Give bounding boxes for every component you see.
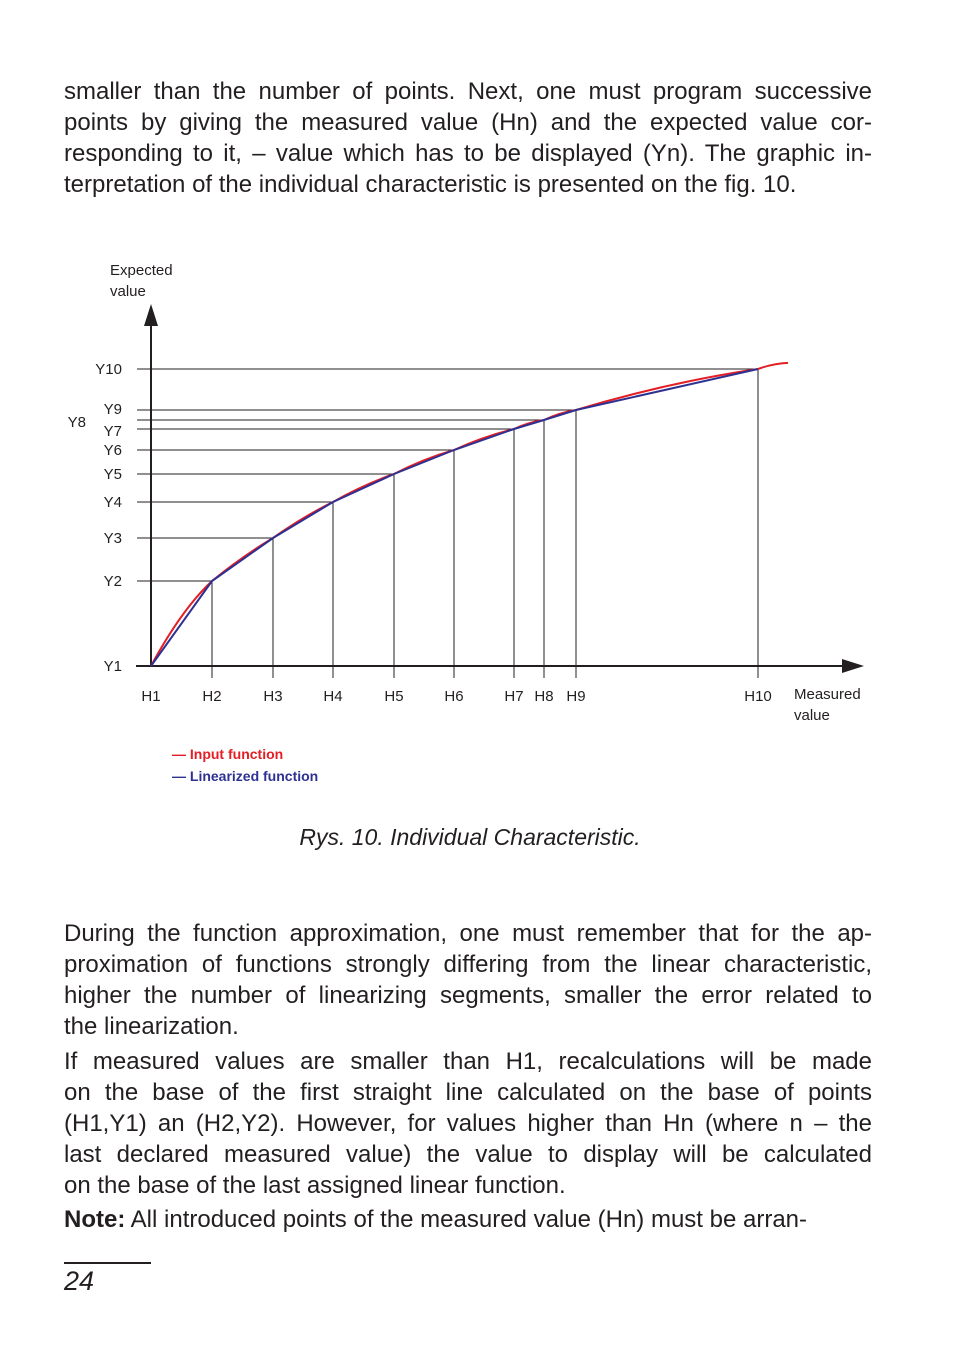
x-tick-label-h1: H1 bbox=[141, 688, 161, 705]
x-axis-arrow bbox=[842, 659, 864, 673]
measured-line: (H1,Y1) an (H2,Y2). However, for values higher than Hn (where n – the bbox=[64, 1110, 872, 1137]
x-tick-label-h7: H7 bbox=[504, 688, 524, 705]
y-tick-label-y2: Y2 bbox=[103, 573, 122, 590]
x-tick-label-h6: H6 bbox=[444, 688, 464, 705]
measured-line: last declared measured value) the value to display will be calculated bbox=[64, 1141, 872, 1168]
caption-text: Rys. 10. Individual Characteristic. bbox=[299, 824, 641, 850]
y-axis-label-line: Expected bbox=[110, 262, 173, 279]
x-tick-label-h9: H9 bbox=[566, 688, 586, 705]
figure-caption bbox=[0, 824, 954, 851]
x-tick-label-h8: H8 bbox=[534, 688, 554, 705]
intro-line: points by giving the measured value (Hn) and the expected value cor- bbox=[64, 109, 872, 136]
measured-line: on the base of the first straight line calculated on the base of points bbox=[64, 1079, 872, 1106]
note-line bbox=[64, 1204, 872, 1235]
intro-line: responding to it, – value which has to be displayed (Yn). The graphic in- bbox=[64, 140, 872, 167]
y-axis-arrow bbox=[144, 304, 158, 326]
y-axis-label-line: value bbox=[110, 283, 146, 300]
x-tick-label-h5: H5 bbox=[384, 688, 404, 705]
x-tick-label-h10: H10 bbox=[744, 688, 772, 705]
x-tick-label-h3: H3 bbox=[263, 688, 283, 705]
x-axis-label-line: value bbox=[794, 707, 830, 724]
y-tick-label-y7: Y7 bbox=[103, 423, 122, 440]
intro-paragraph bbox=[64, 76, 872, 200]
page-number: 24 bbox=[64, 1266, 95, 1296]
x-tick-label-h2: H2 bbox=[202, 688, 222, 705]
legend-input-function: — Input function bbox=[172, 746, 284, 762]
y-tick-label-y6: Y6 bbox=[103, 442, 122, 459]
approximation-paragraph bbox=[64, 918, 872, 1042]
y-tick-label-y9: Y9 bbox=[103, 401, 122, 418]
y-tick-label-y5: Y5 bbox=[103, 466, 122, 483]
x-tick-label-h4: H4 bbox=[323, 688, 343, 705]
note-text: All introduced points of the measured value (Hn) must be arran- bbox=[125, 1206, 808, 1233]
measured-line: If measured values are smaller than H1, recalculations will be made bbox=[64, 1048, 872, 1075]
approx-line: the linearization. bbox=[64, 1013, 239, 1040]
chart-labels bbox=[68, 262, 861, 724]
x-axis-label-line: Measured bbox=[794, 686, 861, 703]
chart-series bbox=[151, 363, 788, 666]
series-input-function bbox=[151, 363, 788, 666]
chart-legend bbox=[172, 746, 318, 784]
y-tick-label-y8: Y8 bbox=[67, 414, 86, 431]
guide-lines bbox=[137, 369, 758, 678]
note-paragraph bbox=[64, 1204, 872, 1235]
approx-line: higher the number of linearizing segments, smaller the error related to bbox=[64, 982, 872, 1009]
approx-line: proximation of functions strongly differing from the linear characteristic, bbox=[64, 951, 872, 978]
measured-line: on the base of the last assigned linear function. bbox=[64, 1172, 566, 1199]
measured-values-paragraph bbox=[64, 1046, 872, 1201]
approx-line: During the function approximation, one must remember that for the ap- bbox=[64, 920, 872, 947]
individual-characteristic-chart bbox=[0, 240, 954, 800]
legend-linearized-function: — Linearized function bbox=[172, 768, 319, 784]
y-tick-label-y3: Y3 bbox=[103, 530, 122, 547]
intro-line: terpretation of the individual characteristic is presented on the fig. 10. bbox=[64, 171, 797, 198]
y-tick-label-y1: Y1 bbox=[103, 658, 122, 675]
chart-axes bbox=[136, 304, 864, 673]
page-number-rule bbox=[64, 1262, 151, 1264]
y-tick-label-y4: Y4 bbox=[103, 494, 122, 511]
note-label: Note: bbox=[64, 1206, 126, 1233]
intro-line: smaller than the number of points. Next, one must program successive bbox=[64, 78, 872, 105]
y-tick-label-y10: Y10 bbox=[95, 361, 122, 378]
